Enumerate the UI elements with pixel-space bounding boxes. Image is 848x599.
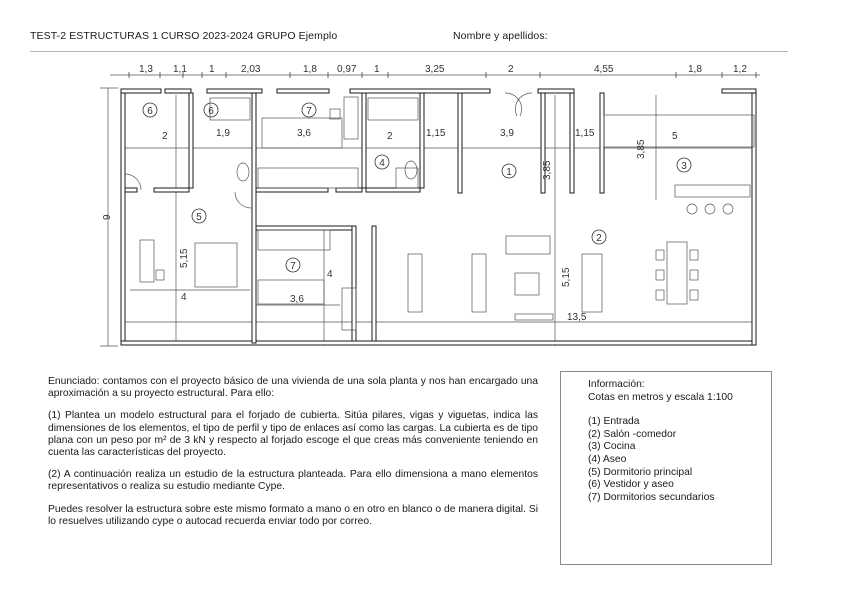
room-dim: 4 bbox=[327, 269, 333, 280]
exam-title: TEST-2 ESTRUCTURAS 1 CURSO 2023-2024 GRUPO Ejemplo bbox=[30, 30, 338, 42]
info-box bbox=[560, 371, 772, 565]
room-dim: 1,15 bbox=[575, 128, 595, 139]
room-number: 6 bbox=[208, 106, 214, 117]
room-dim: 3,85 bbox=[636, 139, 647, 159]
name-field-label: Nombre y apellidos: bbox=[453, 30, 548, 42]
top-dimension-labels bbox=[139, 64, 747, 75]
top-dim: 1,1 bbox=[173, 64, 187, 75]
legend-item: (4) Aseo bbox=[588, 453, 627, 465]
top-dim: 1 bbox=[209, 64, 215, 75]
room-number: 5 bbox=[196, 212, 202, 223]
room-dim: 5,15 bbox=[179, 248, 190, 268]
legend-item: (5) Dormitorio principal bbox=[588, 466, 693, 478]
room-number: 4 bbox=[379, 158, 385, 169]
top-dim: 1,2 bbox=[733, 64, 747, 75]
room-number: 2 bbox=[596, 233, 602, 244]
top-dim: 1 bbox=[374, 64, 380, 75]
room-number: 7 bbox=[306, 106, 312, 117]
top-dim: 1,8 bbox=[688, 64, 702, 75]
top-dim: 4,55 bbox=[594, 64, 614, 75]
top-dim: 2,03 bbox=[241, 64, 261, 75]
room-dim: 4 bbox=[181, 292, 187, 303]
room-dim: 3,6 bbox=[297, 128, 311, 139]
dimension-lines bbox=[100, 75, 760, 346]
room-number: 7 bbox=[290, 261, 296, 272]
room-dim: 5,15 bbox=[561, 267, 572, 287]
top-dim: 1,8 bbox=[303, 64, 317, 75]
overall-height-label: 9 bbox=[102, 214, 113, 220]
problem-statement bbox=[48, 376, 538, 538]
room-dim: 1,9 bbox=[216, 128, 230, 139]
room-dim: 3,9 bbox=[500, 128, 514, 139]
room-dim: 3,85 bbox=[542, 160, 553, 180]
room-dim: 2 bbox=[387, 131, 393, 142]
statement-task-2: (2) A continuación realiza un estudio de la estructura planteada. Para ello dimensiona a mano elementos representativos o realiza su estudio mediante Cype. bbox=[48, 469, 538, 493]
legend-item: (1) Entrada bbox=[588, 416, 640, 428]
statement-intro: Enunciado: contamos con el proyecto básico de una vivienda de una sola planta y nos han encargado una aproximación a su proyecto estructural. Para ello: bbox=[48, 376, 538, 400]
room-dim: 1,15 bbox=[426, 128, 446, 139]
top-dim: 1,3 bbox=[139, 64, 153, 75]
room-number: 3 bbox=[681, 161, 687, 172]
statement-task-1: (1) Plantea un modelo estructural para el forjado de cubierta. Sitúa pilares, vigas y viguetas, indica las dimensiones de los elementos, el tipo de perfil y tipo de enlaces así como las cargas. La cubierta es de tipo plana con un peso por m² de 3 kN y respecto al forjado escoge el que creas más conveniente teniendo en cuenta las características del proyecto. bbox=[48, 410, 538, 459]
room-dim: 5 bbox=[672, 131, 678, 142]
room-dim: 3,6 bbox=[290, 294, 304, 305]
legend-item: (3) Cocina bbox=[588, 441, 636, 453]
statement-note: Puedes resolver la estructura sobre este mismo formato a mano o en otro en blanco o de manera digital. Si lo resuelves utilizando cype o autocad recuerda enviar todo por correo. bbox=[48, 503, 538, 527]
legend-item: (2) Salón -comedor bbox=[588, 428, 677, 440]
top-dim: 2 bbox=[508, 64, 514, 75]
top-dim: 0,97 bbox=[337, 64, 357, 75]
legend-item: (7) Dormitorios secundarios bbox=[588, 491, 715, 503]
legend-item: (6) Vestidor y aseo bbox=[588, 479, 674, 491]
room-number: 6 bbox=[147, 106, 153, 117]
info-scale: Cotas en metros y escala 1:100 bbox=[588, 391, 733, 403]
room-dim: 2 bbox=[162, 131, 168, 142]
overall-width-label: 13,5 bbox=[567, 312, 587, 323]
top-dim: 3,25 bbox=[425, 64, 445, 75]
room-number: 1 bbox=[506, 167, 512, 178]
info-title: Información: bbox=[588, 379, 645, 390]
